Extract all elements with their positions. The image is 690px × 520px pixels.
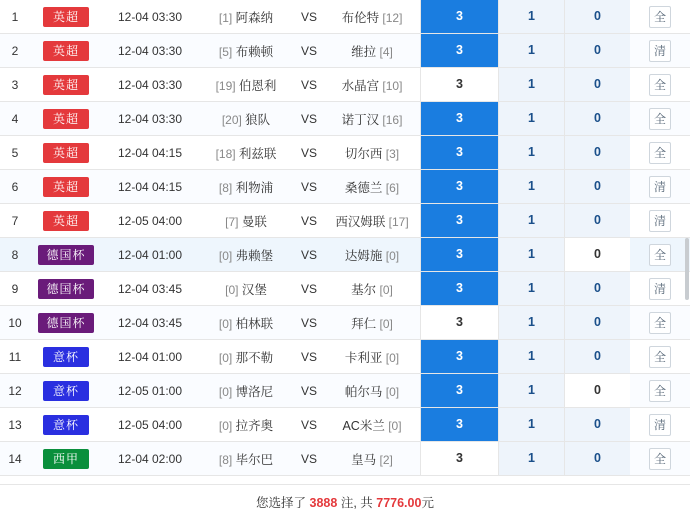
home-team-name: 曼联 xyxy=(241,214,267,229)
home-team-number: [19] xyxy=(215,78,236,93)
odds-option-1[interactable]: 3 xyxy=(420,238,498,271)
odds-option-2[interactable]: 1 xyxy=(498,408,564,441)
league-tag[interactable]: 英超 xyxy=(43,143,89,163)
row-index: 14 xyxy=(0,442,30,476)
odds-option-1-cell xyxy=(420,408,498,442)
odds-option-1-cell xyxy=(420,238,498,272)
odds-option-1-cell xyxy=(420,170,498,204)
odds-option-1[interactable]: 3 xyxy=(420,340,498,373)
league-cell xyxy=(30,340,102,374)
odds-option-2[interactable]: 1 xyxy=(498,136,564,169)
away-team-name: 布伦特 xyxy=(341,10,380,25)
odds-option-3[interactable]: 0 xyxy=(564,408,630,441)
vs-label: VS xyxy=(294,238,324,272)
odds-option-1[interactable]: 3 xyxy=(420,170,498,203)
away-team-name: 桑德兰 xyxy=(344,180,383,195)
odds-option-1-cell xyxy=(420,34,498,68)
row-action-cell xyxy=(630,102,690,136)
away-team-number: [17] xyxy=(388,214,409,229)
match-time: 12-04 03:45 xyxy=(102,306,198,340)
home-team-number: [5] xyxy=(218,44,233,59)
league-cell xyxy=(30,136,102,170)
odds-option-2-cell xyxy=(498,340,564,374)
away-team-name: 诺丁汉 xyxy=(341,112,380,127)
table-row xyxy=(0,340,690,374)
row-index: 1 xyxy=(0,0,30,34)
odds-option-3-cell xyxy=(564,204,630,238)
table-row xyxy=(0,170,690,204)
odds-option-1[interactable]: 3 xyxy=(420,68,498,101)
odds-option-3[interactable]: 0 xyxy=(564,170,630,203)
league-tag[interactable]: 德国杯 xyxy=(38,245,93,265)
away-team-cell xyxy=(324,204,420,238)
league-cell xyxy=(30,68,102,102)
row-index: 10 xyxy=(0,306,30,340)
away-team-name: 皇马 xyxy=(351,452,377,467)
away-team-number: [0] xyxy=(379,282,393,297)
home-team-cell xyxy=(198,170,294,204)
row-action-cell xyxy=(630,34,690,68)
home-team-cell xyxy=(198,306,294,340)
row-action-button[interactable]: 全 xyxy=(649,448,671,470)
row-action-cell xyxy=(630,272,690,306)
table-row xyxy=(0,374,690,408)
odds-option-2-cell xyxy=(498,306,564,340)
odds-option-3-cell xyxy=(564,170,630,204)
row-action-cell xyxy=(630,442,690,476)
home-team-name: 狼队 xyxy=(245,112,271,127)
table-row xyxy=(0,204,690,238)
table-row xyxy=(0,442,690,476)
odds-option-1-cell xyxy=(420,442,498,476)
home-team-name: 拉齐奥 xyxy=(235,418,274,433)
away-team-number: [0] xyxy=(385,384,400,399)
league-cell xyxy=(30,102,102,136)
odds-option-3-cell xyxy=(564,68,630,102)
odds-option-2[interactable]: 1 xyxy=(498,68,564,101)
odds-option-2[interactable]: 1 xyxy=(498,374,564,407)
vs-label: VS xyxy=(294,170,324,204)
home-team-number: [8] xyxy=(218,180,233,195)
odds-option-1-cell xyxy=(420,374,498,408)
row-action-cell xyxy=(630,204,690,238)
home-team-number: [0] xyxy=(218,316,233,331)
summary-mid: 注, 共 xyxy=(337,496,377,510)
odds-option-1[interactable]: 3 xyxy=(420,306,498,339)
league-cell xyxy=(30,0,102,34)
odds-option-1-cell xyxy=(420,0,498,34)
summary-total-amount: 7776.00 xyxy=(376,496,422,510)
row-action-button[interactable]: 清 xyxy=(649,278,671,300)
home-team-name: 伯恩利 xyxy=(238,78,277,93)
odds-option-3-cell xyxy=(564,408,630,442)
away-team-number: [12] xyxy=(382,10,403,25)
row-index: 2 xyxy=(0,34,30,68)
summary-suffix: 元 xyxy=(421,496,434,510)
odds-option-3[interactable]: 0 xyxy=(564,238,630,271)
home-team-name: 柏林联 xyxy=(235,316,274,331)
home-team-name: 利兹联 xyxy=(238,146,277,161)
away-team-name: 基尔 xyxy=(351,282,377,297)
away-team-cell xyxy=(324,170,420,204)
away-team-number: [0] xyxy=(385,248,400,263)
scrollbar-thumb[interactable] xyxy=(685,238,689,300)
home-team-cell xyxy=(198,238,294,272)
away-team-number: [2] xyxy=(379,452,393,467)
home-team-number: [8] xyxy=(218,452,233,467)
table-row xyxy=(0,34,690,68)
away-team-name: 卡利亚 xyxy=(344,350,383,365)
table-row xyxy=(0,136,690,170)
odds-option-2-cell xyxy=(498,374,564,408)
match-time: 12-04 04:15 xyxy=(102,136,198,170)
home-team-number: [0] xyxy=(218,248,233,263)
away-team-cell xyxy=(324,374,420,408)
home-team-name: 布赖顿 xyxy=(235,44,274,59)
home-team-cell xyxy=(198,204,294,238)
league-tag[interactable]: 英超 xyxy=(43,177,89,197)
match-time: 12-04 03:30 xyxy=(102,68,198,102)
away-team-cell xyxy=(324,408,420,442)
table-row xyxy=(0,0,690,34)
away-team-cell xyxy=(324,340,420,374)
table-row xyxy=(0,238,690,272)
vs-label: VS xyxy=(294,408,324,442)
row-action-button[interactable]: 全 xyxy=(649,108,671,130)
row-action-cell xyxy=(630,0,690,34)
row-action-cell xyxy=(630,136,690,170)
vertical-scrollbar[interactable] xyxy=(684,0,690,484)
league-cell xyxy=(30,204,102,238)
vs-label: VS xyxy=(294,442,324,476)
table-row xyxy=(0,68,690,102)
league-tag[interactable]: 英超 xyxy=(43,211,89,231)
odds-option-2-cell xyxy=(498,68,564,102)
row-action-button[interactable]: 全 xyxy=(649,142,671,164)
odds-option-1-cell xyxy=(420,204,498,238)
odds-option-3[interactable]: 0 xyxy=(564,272,630,305)
home-team-name: 利物浦 xyxy=(235,180,274,195)
home-team-cell xyxy=(198,374,294,408)
row-action-cell xyxy=(630,340,690,374)
vs-label: VS xyxy=(294,68,324,102)
home-team-number: [0] xyxy=(218,350,233,365)
odds-option-1-cell xyxy=(420,136,498,170)
odds-option-1-cell xyxy=(420,102,498,136)
odds-option-2-cell xyxy=(498,34,564,68)
odds-option-1[interactable]: 3 xyxy=(420,34,498,67)
odds-option-2[interactable]: 1 xyxy=(498,102,564,135)
away-team-cell xyxy=(324,0,420,34)
away-team-number: [6] xyxy=(385,180,400,195)
odds-option-1[interactable]: 3 xyxy=(420,102,498,135)
row-action-cell xyxy=(630,170,690,204)
away-team-cell xyxy=(324,102,420,136)
home-team-number: [0] xyxy=(218,384,233,399)
odds-option-3[interactable]: 0 xyxy=(564,374,630,407)
home-team-number: [0] xyxy=(225,282,239,297)
home-team-cell xyxy=(198,34,294,68)
vs-label: VS xyxy=(294,0,324,34)
odds-option-2-cell xyxy=(498,408,564,442)
odds-option-2-cell xyxy=(498,442,564,476)
odds-option-2[interactable]: 1 xyxy=(498,204,564,237)
odds-option-3-cell xyxy=(564,34,630,68)
league-cell xyxy=(30,272,102,306)
odds-option-1[interactable]: 3 xyxy=(420,136,498,169)
odds-option-2-cell xyxy=(498,0,564,34)
odds-option-2[interactable]: 1 xyxy=(498,34,564,67)
odds-option-3-cell xyxy=(564,238,630,272)
match-time: 12-04 03:45 xyxy=(102,272,198,306)
league-tag[interactable]: 英超 xyxy=(43,109,89,129)
row-action-button[interactable]: 全 xyxy=(649,6,671,28)
away-team-number: [4] xyxy=(379,44,393,59)
home-team-number: [0] xyxy=(218,418,233,433)
home-team-cell xyxy=(198,68,294,102)
odds-option-3[interactable]: 0 xyxy=(564,34,630,67)
row-index: 9 xyxy=(0,272,30,306)
odds-option-2-cell xyxy=(498,170,564,204)
odds-option-3[interactable]: 0 xyxy=(564,68,630,101)
away-team-name: 维拉 xyxy=(351,44,377,59)
match-time: 12-04 01:00 xyxy=(102,238,198,272)
league-cell xyxy=(30,408,102,442)
vs-label: VS xyxy=(294,102,324,136)
row-action-cell xyxy=(630,408,690,442)
row-action-button[interactable]: 全 xyxy=(649,380,671,402)
odds-option-2-cell xyxy=(498,272,564,306)
home-team-number: [7] xyxy=(225,214,239,229)
odds-option-2-cell xyxy=(498,102,564,136)
vs-label: VS xyxy=(294,34,324,68)
home-team-number: [20] xyxy=(221,112,242,127)
league-tag[interactable]: 德国杯 xyxy=(38,313,93,333)
odds-option-1[interactable]: 3 xyxy=(420,408,498,441)
odds-option-1[interactable]: 3 xyxy=(420,374,498,407)
odds-option-3-cell xyxy=(564,442,630,476)
row-action-button[interactable]: 清 xyxy=(649,40,671,62)
row-action-cell xyxy=(630,374,690,408)
away-team-cell xyxy=(324,136,420,170)
odds-option-1[interactable]: 3 xyxy=(420,442,498,475)
home-team-cell xyxy=(198,442,294,476)
row-action-button[interactable]: 清 xyxy=(649,414,671,436)
row-index: 6 xyxy=(0,170,30,204)
away-team-cell xyxy=(324,34,420,68)
row-action-cell xyxy=(630,306,690,340)
odds-option-1-cell xyxy=(420,340,498,374)
home-team-number: [18] xyxy=(215,146,236,161)
match-time: 12-05 04:00 xyxy=(102,204,198,238)
home-team-name: 博洛尼 xyxy=(235,384,274,399)
odds-option-1[interactable]: 3 xyxy=(420,0,498,33)
home-team-name: 汉堡 xyxy=(241,282,267,297)
vs-label: VS xyxy=(294,374,324,408)
odds-option-2[interactable]: 1 xyxy=(498,238,564,271)
away-team-number: [16] xyxy=(382,112,403,127)
odds-option-3-cell xyxy=(564,306,630,340)
league-cell xyxy=(30,170,102,204)
away-team-number: [0] xyxy=(388,418,402,433)
odds-option-3[interactable]: 0 xyxy=(564,442,630,475)
odds-option-2-cell xyxy=(498,204,564,238)
away-team-cell xyxy=(324,68,420,102)
row-index: 13 xyxy=(0,408,30,442)
vs-label: VS xyxy=(294,272,324,306)
odds-option-2[interactable]: 1 xyxy=(498,442,564,475)
odds-option-3[interactable]: 0 xyxy=(564,306,630,339)
away-team-name: 水晶宫 xyxy=(341,78,380,93)
odds-option-1-cell xyxy=(420,68,498,102)
league-tag[interactable]: 意杯 xyxy=(43,347,89,367)
odds-option-2[interactable]: 1 xyxy=(498,340,564,373)
odds-option-1-cell xyxy=(420,272,498,306)
away-team-cell xyxy=(324,272,420,306)
odds-option-3[interactable]: 0 xyxy=(564,102,630,135)
odds-option-3[interactable]: 0 xyxy=(564,136,630,169)
row-index: 8 xyxy=(0,238,30,272)
match-time: 12-05 01:00 xyxy=(102,374,198,408)
odds-option-3-cell xyxy=(564,340,630,374)
vs-label: VS xyxy=(294,136,324,170)
league-tag[interactable]: 意杯 xyxy=(43,415,89,435)
odds-option-3[interactable]: 0 xyxy=(564,204,630,237)
row-action-cell xyxy=(630,238,690,272)
odds-option-3-cell xyxy=(564,272,630,306)
row-action-cell xyxy=(630,68,690,102)
away-team-number: [10] xyxy=(382,78,403,93)
row-index: 7 xyxy=(0,204,30,238)
table-row xyxy=(0,272,690,306)
odds-option-3[interactable]: 0 xyxy=(564,0,630,33)
home-team-cell xyxy=(198,136,294,170)
away-team-number: [3] xyxy=(385,146,400,161)
league-cell xyxy=(30,238,102,272)
table-row xyxy=(0,306,690,340)
away-team-number: [0] xyxy=(385,350,400,365)
vs-label: VS xyxy=(294,204,324,238)
home-team-cell xyxy=(198,272,294,306)
home-team-name: 弗赖堡 xyxy=(235,248,274,263)
odds-option-3-cell xyxy=(564,374,630,408)
league-cell xyxy=(30,306,102,340)
away-team-name: 拜仁 xyxy=(351,316,377,331)
away-team-number: [0] xyxy=(379,316,393,331)
odds-option-3-cell xyxy=(564,0,630,34)
row-action-button[interactable]: 全 xyxy=(649,312,671,334)
away-team-cell xyxy=(324,238,420,272)
row-index: 3 xyxy=(0,68,30,102)
odds-option-2-cell xyxy=(498,238,564,272)
away-team-name: AC米兰 xyxy=(342,418,385,433)
home-team-cell xyxy=(198,340,294,374)
match-time: 12-04 03:30 xyxy=(102,102,198,136)
league-tag[interactable]: 西甲 xyxy=(43,449,89,469)
odds-option-3-cell xyxy=(564,102,630,136)
match-time: 12-04 04:15 xyxy=(102,170,198,204)
vs-label: VS xyxy=(294,340,324,374)
row-action-button[interactable]: 清 xyxy=(649,176,671,198)
selection-summary-bar xyxy=(0,484,690,520)
home-team-number: [1] xyxy=(218,10,233,25)
row-index: 11 xyxy=(0,340,30,374)
row-action-button[interactable]: 全 xyxy=(649,346,671,368)
odds-option-2[interactable]: 1 xyxy=(498,272,564,305)
row-action-button[interactable]: 全 xyxy=(649,74,671,96)
summary-prefix: 您选择了 xyxy=(256,496,310,510)
vs-label: VS xyxy=(294,306,324,340)
league-cell xyxy=(30,374,102,408)
match-time: 12-05 04:00 xyxy=(102,408,198,442)
odds-option-2[interactable]: 1 xyxy=(498,306,564,339)
row-action-button[interactable]: 清 xyxy=(649,210,671,232)
league-tag[interactable]: 德国杯 xyxy=(38,279,93,299)
away-team-name: 切尔西 xyxy=(344,146,383,161)
league-tag[interactable]: 意杯 xyxy=(43,381,89,401)
table-row xyxy=(0,102,690,136)
away-team-cell xyxy=(324,442,420,476)
league-cell xyxy=(30,442,102,476)
odds-option-1[interactable]: 3 xyxy=(420,204,498,237)
row-index: 12 xyxy=(0,374,30,408)
odds-option-2-cell xyxy=(498,136,564,170)
home-team-name: 毕尔巴 xyxy=(235,452,274,467)
home-team-cell xyxy=(198,408,294,442)
odds-option-3[interactable]: 0 xyxy=(564,340,630,373)
match-time: 12-04 02:00 xyxy=(102,442,198,476)
match-time: 12-04 03:30 xyxy=(102,34,198,68)
match-time: 12-04 01:00 xyxy=(102,340,198,374)
home-team-name: 那不勒 xyxy=(235,350,274,365)
away-team-cell xyxy=(324,306,420,340)
league-tag[interactable]: 英超 xyxy=(43,75,89,95)
home-team-cell xyxy=(198,102,294,136)
home-team-name: 阿森纳 xyxy=(235,10,274,25)
away-team-name: 西汉姆联 xyxy=(335,214,386,229)
row-action-button[interactable]: 全 xyxy=(649,244,671,266)
row-index: 5 xyxy=(0,136,30,170)
odds-option-1[interactable]: 3 xyxy=(420,272,498,305)
odds-option-2[interactable]: 1 xyxy=(498,0,564,33)
odds-option-1-cell xyxy=(420,306,498,340)
home-team-cell xyxy=(198,0,294,34)
away-team-name: 达姆施 xyxy=(344,248,383,263)
summary-bet-count: 3888 xyxy=(309,496,338,510)
league-tag[interactable]: 英超 xyxy=(43,7,89,27)
league-tag[interactable]: 英超 xyxy=(43,41,89,61)
league-cell xyxy=(30,34,102,68)
row-index: 4 xyxy=(0,102,30,136)
odds-option-2[interactable]: 1 xyxy=(498,170,564,203)
match-time: 12-04 03:30 xyxy=(102,0,198,34)
away-team-name: 帕尔马 xyxy=(344,384,383,399)
table-row xyxy=(0,408,690,442)
odds-option-3-cell xyxy=(564,136,630,170)
